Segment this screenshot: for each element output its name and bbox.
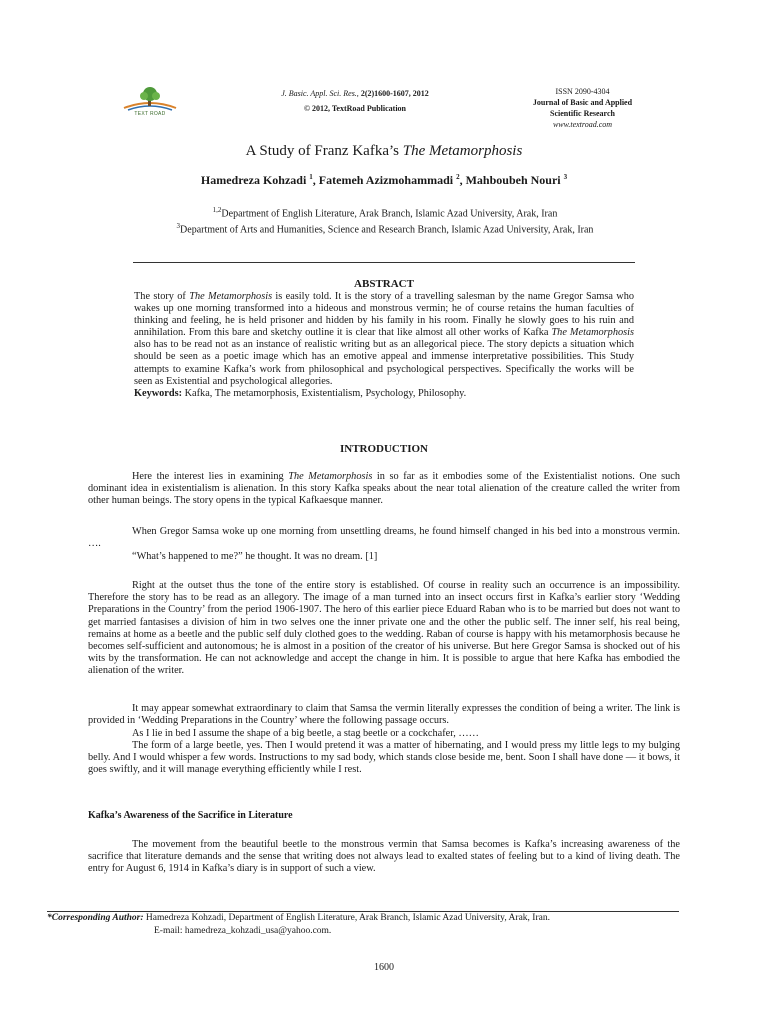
textroad-logo xyxy=(120,86,180,120)
journal-citation xyxy=(240,86,470,116)
footnote-label: *Corresponding Author: xyxy=(47,913,144,923)
quote-paragraph: When Gregor Samsa woke up one morning from unsettling dreams, he found himself changed in his bed into a monstrous vermin. …. xyxy=(88,526,680,550)
affiliation-1: Department of English Literature, Arak Branch, Islamic Azad University, Arak, Iran xyxy=(221,208,558,220)
title-italic: The Metamorphosis xyxy=(402,143,523,159)
author-name: Hamedreza Kohzadi xyxy=(200,173,310,187)
affil-sup: 3 xyxy=(176,222,181,231)
title-plain: A Study of Franz Kafka’s xyxy=(245,143,403,159)
author-sup: 1 xyxy=(309,173,313,181)
section-heading: Kafka’s Awareness of the Sacrifice in Literature xyxy=(88,810,293,821)
author-name: , Mahboubeh Nouri xyxy=(459,173,564,187)
abstract-text: The story of The Metamorphosis is easily told. It is the story of a travelling salesman by the name Gregor Samsa who wakes up one morning transformed into a hideous and monstrous vermin; he of course retains the human faculties of thinking and feeling, he is held prisoner and hidden by his family in his room. Finally he slowly goes to his ruin and annihilation. From this bare and sketchy outline it is clear that like almost all other works of Kafka The Metamorphosis also has to be read not as an instance of realistic writing but as an allegorical piece. The story depicts a situation which should be seen as a poetic image which has an emotive appeal and immense interpretative possibilities. This Study attempts to examine Kafka’s work from philosophical and psychological perspectives. Specifically the works will be seen as Existential and psychological allegories. Keywords: Kafka, The metamorphosis, Existentialism, Psychology, Philosophy. xyxy=(134,291,635,399)
journal-name-line1: Journal of Basic and Applied xyxy=(532,98,633,107)
citation-volume: 2(2)1600-1607, 2012 xyxy=(358,89,429,98)
author-sup: 3 xyxy=(563,173,568,181)
quote-paragraph: The form of a large beetle, yes. Then I would pretend it was a matter of hibernating, and I would press my little legs to my bulging belly. And I would whisper a few words. Instructions to my sad body, which stands close beside me, bent. Soon I shall have done — it bows, it goes swiftly, and it will manage everything efficiently while I rest. xyxy=(88,740,680,776)
keywords-label: Keywords: xyxy=(134,387,183,399)
author-sup: 2 xyxy=(456,173,460,181)
abstract-heading: ABSTRACT xyxy=(354,278,414,290)
citation-prefix: J. Basic. Appl. Sci. Res., xyxy=(281,89,359,98)
footnote xyxy=(47,912,687,937)
logo-text: TEXT ROAD xyxy=(134,111,166,117)
journal-info xyxy=(505,86,660,130)
journal-website[interactable]: www.textroad.com xyxy=(552,120,613,129)
author-name: , Fatemeh Azizmohammadi xyxy=(312,173,457,187)
divider xyxy=(133,262,635,263)
paper-title xyxy=(0,143,768,160)
page-number: 1600 xyxy=(374,962,394,973)
intro-paragraph: Here the interest lies in examining The Metamorphosis in so far as it embodies some of the Existentialist notions. One such dominant idea in existentialism is alienation. In this story Kafka speaks about the near total alienation of the creature called the writer from other human beings. The story opens in the typical Kafkaesque manner. xyxy=(88,471,680,507)
journal-name-line2: Scientific Research xyxy=(550,109,615,118)
affil-sup: 1,2 xyxy=(212,206,222,214)
issn: ISSN 2090-4304 xyxy=(555,87,610,96)
body-paragraph: It may appear somewhat extraordinary to claim that Samsa the vermin literally expresses the condition of being a writer. The link is provided in ‘Wedding Preparations in the Country’ where the following passage occurs. xyxy=(88,703,680,727)
affiliations xyxy=(150,204,620,237)
introduction-heading: INTRODUCTION xyxy=(339,443,428,455)
body-paragraph: Right at the outset thus the tone of the entire story is established. Of course in reality such an occurrence is an impossibility. Therefore the story has to be read as an allegory. The image of a man turned into an insect occurs first in Kafka’s earlier story ‘Wedding Preparations in the Country’ from the period 1906-1907. The hero of this earlier piece Eduard Raban who is to be married but does not want to get married fantasises a division of him in two selves one the inner private one and the other the public self. The inner self, his real being, remains at home as a beetle and the public self duly clothed goes to the wedding. Raban of course is happy with his metamorphosis because he becomes self-sufficient and autonomous; he is almost in a position of the creator of his universe. But here Gregor Samsa is shocked out of his wits by the transformation. He can not acknowledge and accept the change in him. It is possible to argue that here Kafka has embodied the alienation of the writer. xyxy=(88,580,680,677)
footnote-email[interactable]: E-mail: hamedreza_kohzadi_usa@yahoo.com. xyxy=(154,925,332,936)
copyright-line: © 2012, TextRoad Publication xyxy=(304,104,406,113)
affiliation-2: Department of Arts and Humanities, Science and Research Branch, Islamic Azad University, Arak, Iran xyxy=(180,224,594,236)
footnote-text: Hamedreza Kohzadi, Department of English Literature, Arak Branch, Islamic Azad University, Arak, Iran. xyxy=(143,913,550,923)
keywords: Kafka, The metamorphosis, Existentialism, Psychology, Philosophy. xyxy=(182,387,467,399)
body-paragraph: The movement from the beautiful beetle to the monstrous vermin that Samsa becomes is Kafka’s increasing awareness of the sacrifice that literature demands and the sense that writing does not always lead to exalted states of feeling but to a kind of living death. The entry for August 6, 1914 in Kafka’s diary is in support of such a view. xyxy=(88,839,680,875)
quote-paragraph: “What’s happened to me?” he thought. It was no dream. [1] xyxy=(132,551,378,562)
author-list xyxy=(0,173,768,188)
quote-paragraph: As I lie in bed I assume the shape of a big beetle, a stag beetle or a cockchafer, …… xyxy=(132,728,479,739)
